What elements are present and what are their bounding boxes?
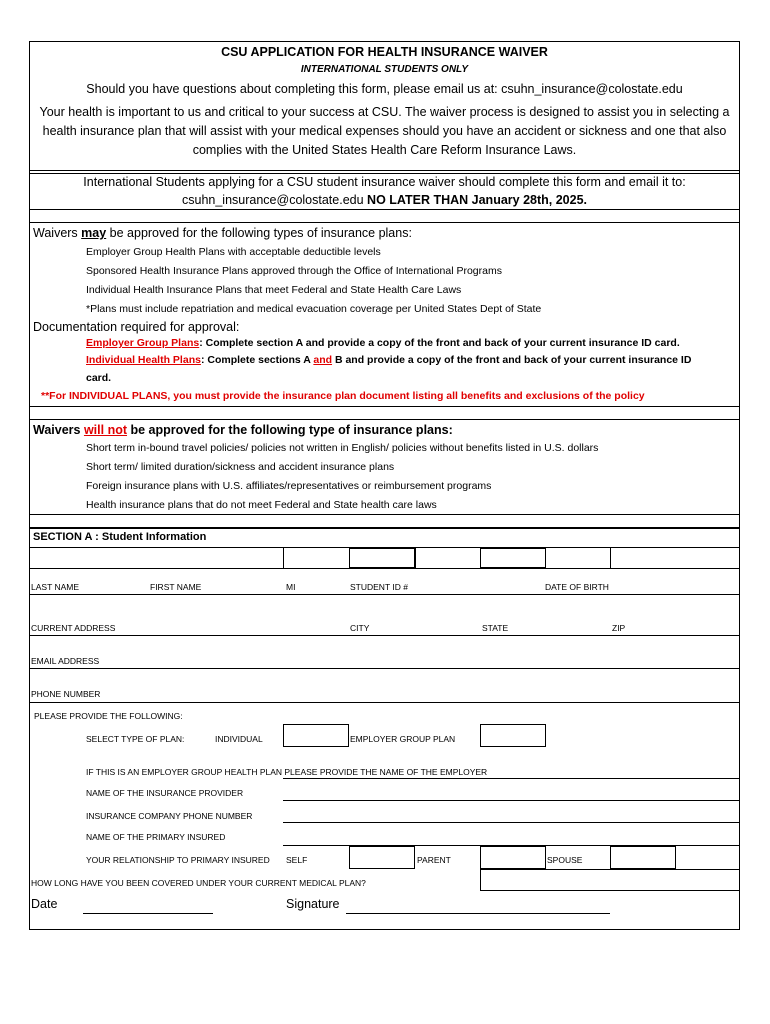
please-provide-label: PLEASE PROVIDE THE FOLLOWING: xyxy=(34,711,183,721)
student-id-input-2[interactable] xyxy=(480,548,546,568)
email-address-label: EMAIL ADDRESS xyxy=(31,656,100,666)
last-name-label: LAST NAME xyxy=(31,582,80,592)
approved-heading: Waivers may be approved for the following types of insurance plans: xyxy=(33,226,412,240)
spouse-label: SPOUSE xyxy=(547,855,583,865)
form-title: CSU APPLICATION FOR HEALTH INSURANCE WAIVER xyxy=(221,45,548,59)
form-subtitle: INTERNATIONAL STUDENTS ONLY xyxy=(300,64,469,75)
city-label: CITY xyxy=(350,623,370,633)
intro-line-2: health insurance plan that will assist with your medical expenses should you have an accident or sickness and one that also xyxy=(42,124,727,138)
date-label: Date xyxy=(31,897,58,911)
list-item: Employer Group Health Plans with acceptable deductible levels xyxy=(86,246,381,258)
list-item: Foreign insurance plans with U.S. affiliates/representatives or reimbursement programs xyxy=(86,480,492,492)
parent-checkbox[interactable] xyxy=(480,846,546,869)
employer-name-question: IF THIS IS AN EMPLOYER GROUP HEALTH PLAN PLEASE PROVIDE THE NAME OF THE EMPLOYER xyxy=(86,767,488,777)
group-plan-instructions: Employer Group Plans: Complete section A and provide a copy of the front and back of your current insurance ID card. xyxy=(86,337,680,349)
divider xyxy=(29,170,740,171)
employer-group-label: EMPLOYER GROUP PLAN xyxy=(350,734,456,744)
questions-contact: Should you have questions about completing this form, please email us at: csuhn_insurance@colostate.edu xyxy=(86,82,683,96)
individual-plans-note: **For INDIVIDUAL PLANS, you must provide the insurance plan document listing all benefits and exclusions of the policy xyxy=(41,390,645,402)
submission-deadline xyxy=(29,193,740,207)
separator-bar xyxy=(29,209,740,223)
documentation-heading: Documentation required for approval: xyxy=(33,320,240,334)
insurance-provider-field[interactable] xyxy=(283,800,740,801)
employer-group-plan-checkbox[interactable] xyxy=(480,724,546,747)
signature-field[interactable] xyxy=(346,913,610,914)
parent-label: PARENT xyxy=(417,855,451,865)
will-not-emphasis: will not xyxy=(83,423,128,437)
relationship-label: YOUR RELATIONSHIP TO PRIMARY INSURED xyxy=(86,855,270,865)
first-name-label: FIRST NAME xyxy=(150,582,202,592)
student-id-label: STUDENT ID # xyxy=(350,582,408,592)
insurance-provider-label: NAME OF THE INSURANCE PROVIDER xyxy=(86,788,244,798)
coverage-duration-field[interactable] xyxy=(480,869,740,891)
list-item: *Plans must include repatriation and medical evacuation coverage per United States Dept of State xyxy=(86,303,542,315)
current-address-label: CURRENT ADDRESS xyxy=(31,623,116,633)
individual-plan-instructions: Individual Health Plans: Complete sections A and B and provide a copy of the front and back of your current insurance ID xyxy=(86,354,692,366)
section-a-title: SECTION A : Student Information xyxy=(33,531,207,543)
intro-line-3: complies with the United States Health Care Reform Insurance Laws. xyxy=(192,143,577,157)
individual-plan-checkbox[interactable] xyxy=(283,724,349,747)
self-label: SELF xyxy=(286,855,308,865)
spouse-checkbox[interactable] xyxy=(610,846,676,869)
mi-label: MI xyxy=(286,582,296,592)
not-approved-heading: Waivers will not be approved for the following type of insurance plans: xyxy=(33,423,453,437)
state-label: STATE xyxy=(482,623,509,633)
may-emphasis: may xyxy=(81,226,107,240)
phone-number-label: PHONE NUMBER xyxy=(31,689,101,699)
divider xyxy=(29,173,740,174)
company-phone-label: INSURANCE COMPANY PHONE NUMBER xyxy=(86,811,253,821)
deadline-text: NO LATER THAN January 28th, 2025. xyxy=(363,193,587,207)
primary-insured-label: NAME OF THE PRIMARY INSURED xyxy=(86,832,226,842)
individual-label: INDIVIDUAL xyxy=(215,734,263,744)
list-item: Health insurance plans that do not meet Federal and State health care laws xyxy=(86,499,437,511)
group-plan-label: Employer Group Plans xyxy=(86,337,200,349)
select-plan-type-label: SELECT TYPE OF PLAN: xyxy=(86,734,185,744)
zip-label: ZIP xyxy=(612,623,626,633)
date-field[interactable] xyxy=(83,913,213,914)
list-item: Sponsored Health Insurance Plans approved through the Office of International Programs xyxy=(86,265,502,277)
list-item: Short term in-bound travel policies/ policies not written in English/ policies without benefits listed in U.S. dollars xyxy=(86,442,599,454)
submission-email: csuhn_insurance@colostate.edu xyxy=(182,193,364,207)
student-id-input-1[interactable] xyxy=(349,548,415,568)
submission-instructions: International Students applying for a CSU student insurance waiver should complete this form and email it to: xyxy=(83,175,686,189)
individual-plan-instructions-cont: card. xyxy=(86,372,112,384)
employer-name-field[interactable] xyxy=(283,778,740,779)
company-phone-field[interactable] xyxy=(283,822,740,823)
intro-line-1: Your health is important to us and critical to your success at CSU. The waiver process is designed to assist you in selecting a xyxy=(39,105,730,119)
signature-label: Signature xyxy=(286,897,340,911)
self-checkbox[interactable] xyxy=(349,846,415,869)
individual-plan-label: Individual Health Plans xyxy=(86,354,201,366)
coverage-duration-label: HOW LONG HAVE YOU BEEN COVERED UNDER YOUR CURRENT MEDICAL PLAN? xyxy=(31,878,366,888)
separator-bar xyxy=(29,406,740,420)
separator-bar xyxy=(29,514,740,528)
list-item: Short term/ limited duration/sickness and accident insurance plans xyxy=(86,461,395,473)
list-item: Individual Health Insurance Plans that meet Federal and State Health Care Laws xyxy=(86,284,462,296)
dob-label: DATE OF BIRTH xyxy=(545,582,609,592)
